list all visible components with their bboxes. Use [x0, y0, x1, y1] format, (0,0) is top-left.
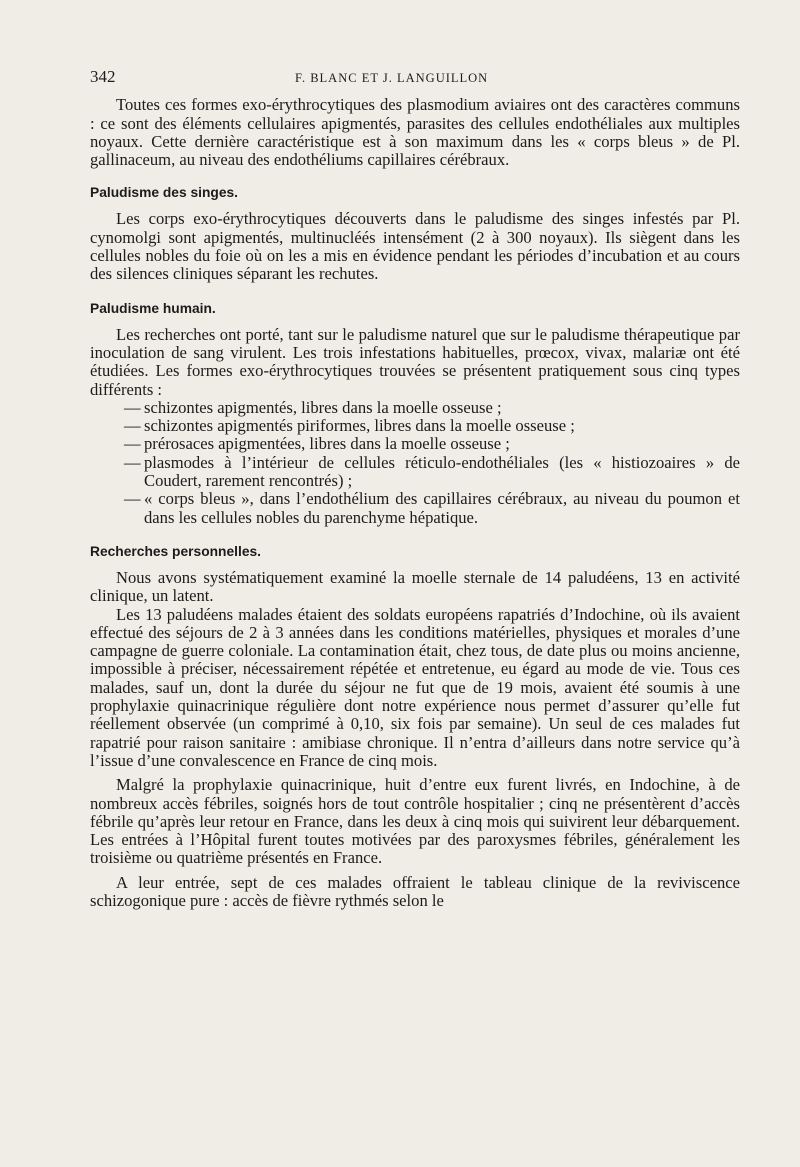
list-item-text: « corps bleus », dans l’endothélium des capillaires cérébraux, au niveau du poumon et dans les cellules nobles du parenchyme hépatique. [144, 489, 740, 527]
list-item [90, 435, 740, 453]
list-item [90, 399, 740, 417]
list-item-text: plasmodes à l’intérieur de cellules réticulo-endothéliales (les « histiozoaires » de Coudert, rarement rencontrés) ; [144, 452, 740, 491]
running-head [90, 68, 740, 87]
recherches-paragraph-2: Les 13 paludéens malades étaient des soldats européens rapatriés d’Indochine, où ils avaient effectué des séjours de 2 à 3 années dans les conditions matérielles, physiques et morales d’une campagne de guerre coloniale. La contamination était, chez tous, de date plus ou moins ancienne, impossible à préciser, nécessairement répétée et entretenue, eu égard au mode de vie. Tous ces malades, sauf un, dont la durée du séjour ne fut que de 19 mois, avaient été soumis à une prophylaxie quinacrinique régulière dont notre expérience nous permet d’assurer qu’elle fut réellement observée (un comprimé à 0,10, six fois par semaine). Un seul de ces malades fut rapatrié pour raison sanitaire : amibiase chronique. Il n’entra d’ailleurs dans notre service qu’à l’issue d’une convalescence en France de cinq mois. [90, 604, 740, 770]
list-item [90, 490, 740, 527]
types-list [90, 399, 740, 527]
list-item-text: schizontes apigmentés piriformes, libres dans la moelle osseuse ; [144, 416, 575, 436]
list-dash: — [124, 434, 141, 454]
recherches-paragraph-1: Nous avons systématiquement examiné la moelle sternale de 14 paludéens, 13 en activité clinique, un latent. [90, 567, 740, 606]
list-dash: — [124, 397, 141, 417]
heading-recherches-personnelles: Recherches personnelles. [90, 543, 262, 559]
recherches-paragraph-4: A leur entrée, sept de ces malades offraient le tableau clinique de la reviviscence schizogonique pure : accès de fièvre rythmés selon le [90, 872, 740, 910]
running-head-authors: F. BLANC ET J. LANGUILLON [295, 71, 489, 85]
list-dash: — [124, 416, 141, 436]
recherches-paragraph-3: Malgré la prophylaxie quinacrinique, huit d’entre eux furent livrés, en Indochine, à de nombreux accès fébriles, soignés hors de tout contrôle hospitalier ; cinq ne présentèrent d’accès fébrile qu’après leur retour en France, dans les deux à cinq mois qui suivirent leur débarquement. Les entrées à l’Hôpital furent toutes motivées par des paroxysmes fébriles, généralement les troisième ou quatrième présentés en France. [90, 775, 740, 868]
list-item [90, 454, 740, 491]
heading-paludisme-singes: Paludisme des singes. [90, 185, 238, 201]
singes-paragraph: Les corps exo-érythrocytiques découverts dans le paludisme des singes infestés par Pl. cynomolgi sont apigmentés, multinucléés intensément (2 à 300 noyaux). Ils siègent dans les cellules nobles du foie où on les a mis en évidence pendant les périodes d’incubation et au cours des silences cliniques séparant les rechutes. [90, 209, 740, 284]
text-block [90, 68, 740, 910]
list-dash: — [124, 489, 141, 509]
heading-paludisme-humain: Paludisme humain. [90, 300, 216, 316]
list-item [90, 417, 740, 435]
list-dash: — [124, 452, 141, 472]
intro-paragraph: Toutes ces formes exo-érythrocytiques des plasmodium aviaires ont des caractères communs : ce sont des éléments cellulaires apigmentés, parasites des cellules endothéliales aux multiples noyaux. Cette dernière caractéristique est à son maximum dans les « corps bleus » de Pl. gallinaceum, au niveau des endothéliums capillaires cérébraux. [90, 95, 740, 170]
page-number: 342 [90, 67, 116, 86]
list-item-text: schizontes apigmentés, libres dans la moelle osseuse ; [144, 397, 502, 417]
list-item-text: prérosaces apigmentées, libres dans la moelle osseuse ; [144, 434, 510, 454]
humain-paragraph: Les recherches ont porté, tant sur le paludisme naturel que sur le paludisme thérapeutique par inoculation de sang virulent. Les trois infestations habituelles, prœcox, vivax, malariæ ont été étudiées. Les formes exo-érythrocytiques trouvées se présentent pratiquement sous cinq types différents : [90, 324, 740, 399]
